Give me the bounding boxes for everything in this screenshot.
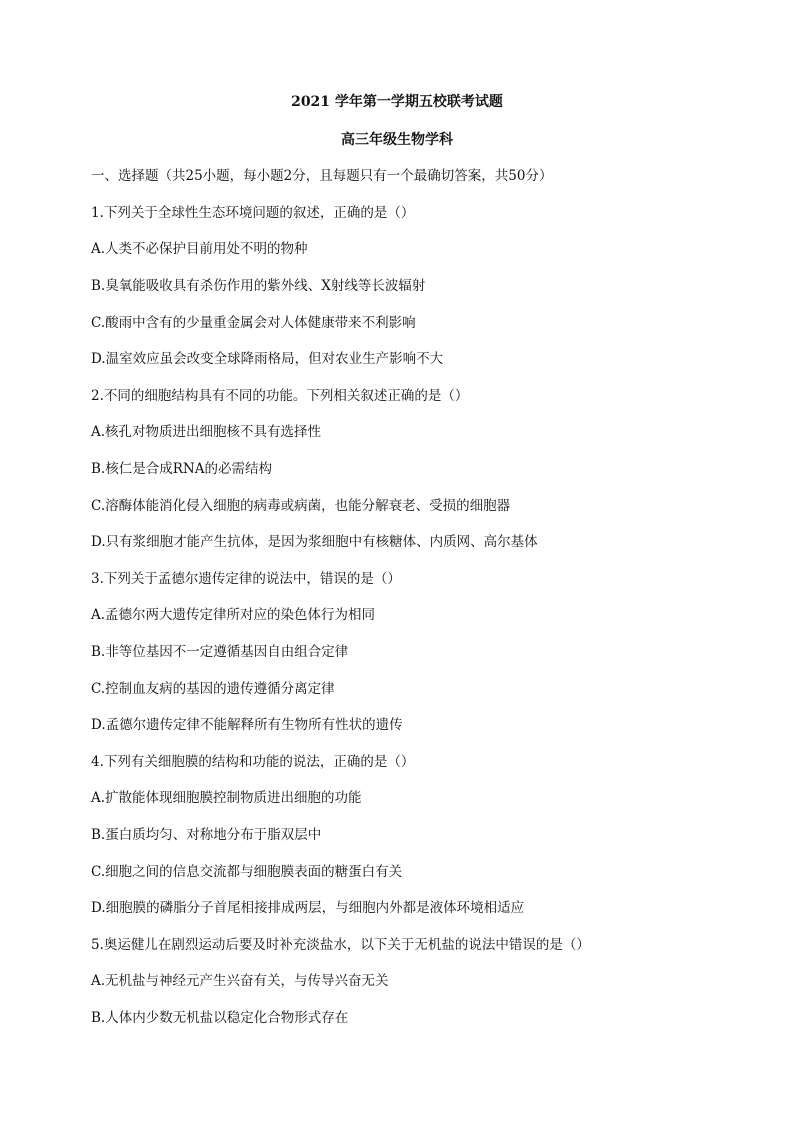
question-4-stem: 4.下列有关细胞膜的结构和功能的说法，正确的是（） — [91, 754, 415, 770]
question-1-option-c: C.酸雨中含有的少量重金属会对人体健康带来不利影响 — [91, 315, 416, 331]
question-3-option-a: A.孟德尔两大遗传定律所对应的染色体行为相同 — [91, 607, 376, 623]
question-2-option-c: C.溶酶体能消化侵入细胞的病毒或病菌，也能分解衰老、受损的细胞器 — [91, 498, 511, 514]
question-2-option-b: B.核仁是合成RNA的必需结构 — [91, 461, 272, 477]
question-2-option-d: D.只有浆细胞才能产生抗体，是因为浆细胞中有核糖体、内质网、高尔基体 — [91, 534, 538, 550]
exam-title: 2021 学年第一学期五校联考试题 — [291, 94, 503, 110]
question-4-option-c: C.细胞之间的信息交流都与细胞膜表面的糖蛋白有关 — [91, 864, 403, 880]
question-1-stem: 1.下列关于全球性生态环境问题的叙述，正确的是（） — [91, 205, 415, 221]
question-4-option-b: B.蛋白质均匀、对称地分布于脂双层中 — [91, 827, 322, 843]
section-heading: 一、选择题（共25小题，每小题2分，且每题只有一个最确切答案，共50分） — [91, 168, 553, 184]
question-5-option-a: A.无机盐与神经元产生兴奋有关，与传导兴奋无关 — [91, 973, 389, 989]
question-3-option-d: D.孟德尔遗传定律不能解释所有生物所有性状的遗传 — [91, 717, 403, 733]
question-4-option-a: A.扩散能体现细胞膜控制物质进出细胞的功能 — [91, 790, 362, 806]
question-5-stem: 5.奥运健儿在剧烈运动后要及时补充淡盐水，以下关于无机盐的说法中错误的是（） — [91, 937, 590, 953]
question-5-option-b: B.人体内少数无机盐以稳定化合物形式存在 — [91, 1010, 349, 1026]
question-1-option-d: D.温室效应虽会改变全球降雨格局，但对农业生产影响不大 — [91, 351, 444, 367]
question-4-option-d: D.细胞膜的磷脂分子首尾相接排成两层，与细胞内外都是液体环境相适应 — [91, 900, 525, 916]
question-3-option-c: C.控制血友病的基因的遗传遵循分离定律 — [91, 681, 335, 697]
question-3-stem: 3.下列关于孟德尔遗传定律的说法中，错误的是（） — [91, 571, 401, 587]
question-2-stem: 2.不同的细胞结构具有不同的功能。下列相关叙述正确的是（） — [91, 388, 469, 404]
question-2-option-a: A.核孔对物质进出细胞核不具有选择性 — [91, 424, 322, 440]
exam-subtitle: 高三年级生物学科 — [341, 132, 453, 148]
question-3-option-b: B.非等位基因不一定遵循基因自由组合定律 — [91, 644, 349, 660]
question-1-option-a: A.人类不必保护目前用处不明的物种 — [91, 241, 308, 257]
question-1-option-b: B.臭氧能吸收具有杀伤作用的紫外线、X射线等长波辐射 — [91, 278, 426, 294]
